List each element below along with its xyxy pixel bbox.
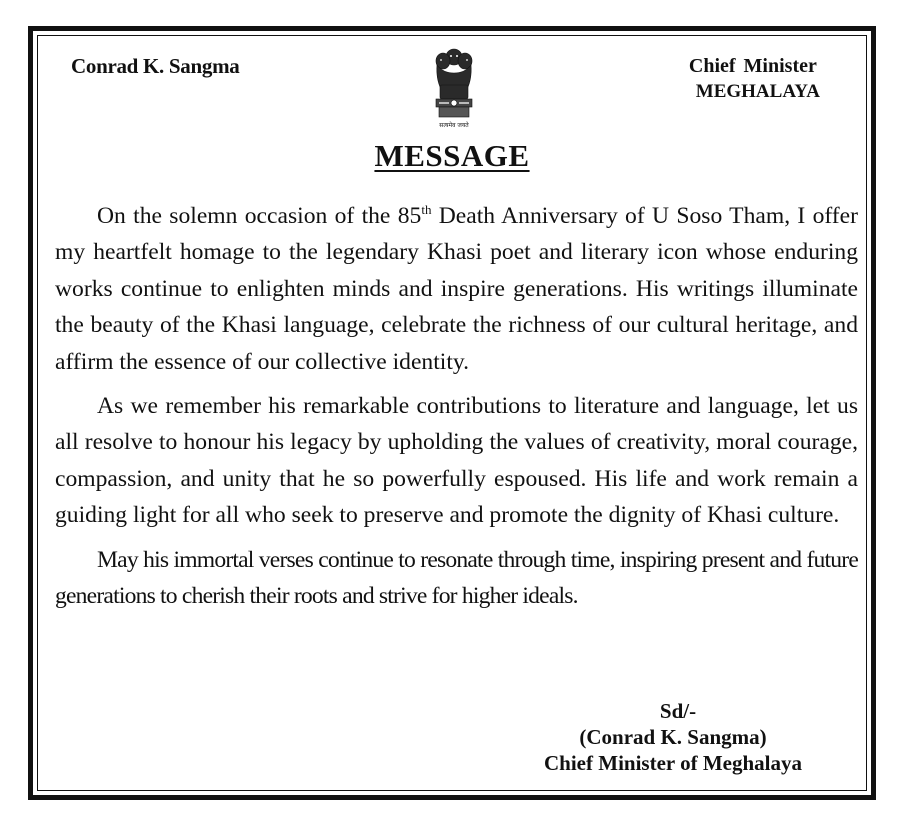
message-title: MESSAGE: [374, 138, 530, 173]
ordinal-suffix: th: [421, 202, 432, 217]
signatory-designation: Chief Minister of Meghalaya: [544, 751, 802, 775]
paragraph-1-rest: Death Anniversary of U Soso Tham, I offer my heartfelt homage to the legendary Khasi poet and literary icon whose enduring works continue to enlighten minds and inspire generations. His writings illuminate the beauty of the Khasi language, celebrate the richness of our cultural heritage, and affirm the essence of our collective identity.: [55, 203, 858, 375]
designation-title: Chief Minister: [688, 55, 817, 77]
paragraph-2: As we remember his remarkable contributions to literature and language, let us all resolve to honour his legacy by upholding the values of creativity, moral courage, compassion, and unity that he so powerfully espoused. His life and work remain a guiding light for all who seek to preserve and promote the dignity of Khasi culture.: [55, 393, 858, 529]
paragraph-1: [55, 198, 858, 380]
document-border-outer: [28, 26, 876, 800]
paragraph-3: May his immortal verses continue to resonate through time, inspiring present and future generations to cherish their roots and strive for higher ideals.: [55, 546, 858, 610]
signatory-name: (Conrad K. Sangma): [579, 725, 767, 749]
emblem-motto: सत्यमेव जयते: [439, 122, 469, 129]
paragraph-1-start: On the solemn occasion of the 85: [97, 203, 422, 229]
message-body: [55, 198, 858, 622]
designation-state: MEGHALAYA: [695, 81, 820, 102]
state-emblem-icon: [431, 45, 477, 131]
designation-block: [686, 54, 820, 104]
signature-block: [523, 698, 823, 776]
sender-name: Conrad K. Sangma: [71, 54, 240, 78]
signature-sd: Sd/-: [659, 699, 697, 723]
